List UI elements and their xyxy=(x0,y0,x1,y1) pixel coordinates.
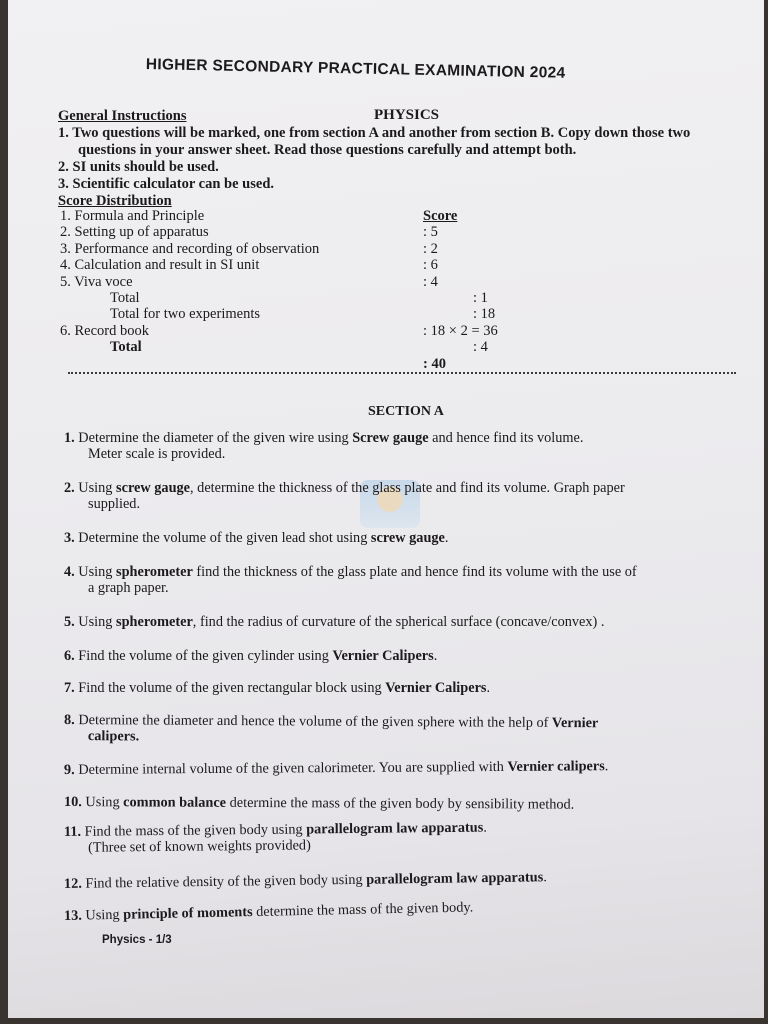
question-item xyxy=(64,794,744,814)
question-text: Determine internal volume of the given calorimeter. You are supplied with xyxy=(78,758,508,778)
question-text: , find the radius of curvature of the spherical surface (concave/convex) . xyxy=(192,614,605,630)
score-row xyxy=(60,224,593,240)
page-footer: Physics - 1/3 xyxy=(102,934,172,946)
question-item xyxy=(64,430,744,462)
score-value: : 18 × 2 = 36 xyxy=(423,322,498,339)
instructions-title: General Instructions xyxy=(58,108,187,124)
general-instructions xyxy=(58,108,748,210)
question-number: 13. xyxy=(63,907,86,924)
score-row xyxy=(60,306,593,322)
score-label: 6. Record book xyxy=(60,322,149,339)
question-item xyxy=(64,712,744,748)
question-continuation: calipers. xyxy=(87,728,140,745)
question-text: Using xyxy=(78,564,117,580)
score-value: : 4 xyxy=(473,339,488,356)
question-keyword: common balance xyxy=(123,794,227,811)
instruction-item: 3. Scientific calculator can be used. xyxy=(58,176,275,192)
question-item xyxy=(64,530,744,546)
question-number: 8. xyxy=(64,712,79,729)
score-label: Total for two experiments xyxy=(110,306,260,323)
question-item xyxy=(64,564,744,596)
question-item xyxy=(64,614,744,630)
question-number: 3. xyxy=(64,530,79,546)
question-text: . xyxy=(433,648,438,664)
subject-name: PHYSICS xyxy=(374,107,440,123)
exam-title: HIGHER SECONDARY PRACTICAL EXAMINATION 2024 xyxy=(145,56,566,82)
score-row xyxy=(60,274,593,290)
question-text: . xyxy=(543,869,547,886)
question-text: Find the mass of the given body using xyxy=(84,821,307,840)
score-distribution-title: Score Distribution xyxy=(58,193,172,209)
question-item xyxy=(64,867,744,892)
question-keyword: Vernier calipers xyxy=(507,758,605,775)
question-keyword: principle of moments xyxy=(123,904,253,923)
question-item xyxy=(64,648,744,664)
question-keyword: Vernier Calipers xyxy=(332,648,434,664)
question-item xyxy=(64,680,744,696)
question-continuation: supplied. xyxy=(88,496,141,512)
exam-sheet xyxy=(8,0,764,1018)
question-text: , determine the thickness of the glass plate and find its volume. Graph paper xyxy=(190,480,625,496)
question-keyword: parallelogram law apparatus xyxy=(306,819,484,838)
score-row xyxy=(60,356,593,372)
section-title: SECTION A xyxy=(368,404,444,419)
question-keyword: screw gauge xyxy=(370,530,445,546)
question-number: 2. xyxy=(64,480,79,496)
question-number: 7. xyxy=(64,680,79,696)
score-label: Total xyxy=(110,339,142,356)
score-row xyxy=(60,290,593,306)
score-label: 4. Calculation and result in SI unit xyxy=(60,257,260,274)
question-item xyxy=(64,817,744,856)
question-text: determine the mass of the given body. xyxy=(252,899,474,921)
score-total-value: : 40 xyxy=(423,355,446,372)
instruction-item: 2. SI units should be used. xyxy=(58,159,219,175)
score-value: : 6 xyxy=(423,257,438,274)
question-text: Find the relative density of the given body using xyxy=(85,871,367,892)
instruction-item: 1. Two questions will be marked, one from section A and another from section B. Copy down those two xyxy=(58,125,691,141)
question-text: Determine the volume of the given lead shot using xyxy=(78,530,371,546)
score-value: : 18 xyxy=(473,306,496,323)
question-text: Determine the diameter of the given wire using xyxy=(78,430,353,446)
question-number: 12. xyxy=(63,875,86,892)
question-text: . xyxy=(444,530,449,546)
score-row xyxy=(60,208,593,224)
question-item xyxy=(64,480,744,512)
dotted-divider xyxy=(68,372,736,374)
question-number: 6. xyxy=(64,648,79,664)
question-text: Using xyxy=(78,480,117,496)
question-text: Determine the diameter and hence the volume of the given sphere with the help of xyxy=(78,712,553,731)
question-text: Using xyxy=(85,794,124,811)
question-keyword: spherometer xyxy=(116,614,193,630)
question-number: 1. xyxy=(64,430,79,446)
question-item xyxy=(64,894,744,924)
score-row xyxy=(60,241,593,257)
question-number: 10. xyxy=(63,794,86,811)
question-keyword: Screw gauge xyxy=(352,430,429,446)
question-text: determine the mass of the given body by sensibility method. xyxy=(226,794,575,813)
score-row xyxy=(60,339,593,355)
score-label: Total xyxy=(110,290,140,307)
question-item xyxy=(64,757,744,778)
question-text: find the thickness of the glass plate and hence find its volume with the use of xyxy=(192,564,637,580)
score-row xyxy=(60,323,593,339)
score-label: 3. Performance and recording of observation xyxy=(60,240,320,257)
question-continuation: a graph paper. xyxy=(88,580,169,596)
question-keyword: spherometer xyxy=(116,564,193,580)
question-text: Find the volume of the given rectangular block using xyxy=(78,680,386,696)
question-keyword: screw gauge xyxy=(116,480,191,496)
question-text: Using xyxy=(85,906,124,924)
score-header: Score xyxy=(423,208,458,224)
question-continuation: (Three set of known weights provided) xyxy=(87,837,311,856)
score-distribution-table xyxy=(60,208,593,372)
question-text: . xyxy=(483,819,487,836)
score-value: : 2 xyxy=(423,240,438,257)
question-keyword: Vernier Calipers xyxy=(385,680,487,696)
instruction-item: questions in your answer sheet. Read those questions carefully and attempt both. xyxy=(78,142,577,158)
question-text: . xyxy=(604,758,609,775)
score-label: 1. Formula and Principle xyxy=(60,208,205,224)
question-keyword: parallelogram law apparatus xyxy=(366,869,544,888)
question-number: 4. xyxy=(64,564,79,580)
score-value: : 4 xyxy=(423,273,438,290)
question-number: 9. xyxy=(63,761,79,778)
question-text: and hence find its volume. xyxy=(428,430,584,446)
question-text: . xyxy=(486,680,491,696)
score-label: 2. Setting up of apparatus xyxy=(60,224,209,241)
question-continuation: Meter scale is provided. xyxy=(88,446,226,462)
question-number: 5. xyxy=(64,614,79,630)
score-label: 5. Viva voce xyxy=(60,273,133,290)
question-text: Find the volume of the given cylinder using xyxy=(78,648,333,664)
question-number: 11. xyxy=(63,823,85,840)
question-text: Using xyxy=(78,614,117,630)
score-value: : 5 xyxy=(423,224,438,241)
score-value: : 1 xyxy=(473,290,488,307)
score-row xyxy=(60,257,593,273)
question-keyword: Vernier xyxy=(551,714,599,732)
